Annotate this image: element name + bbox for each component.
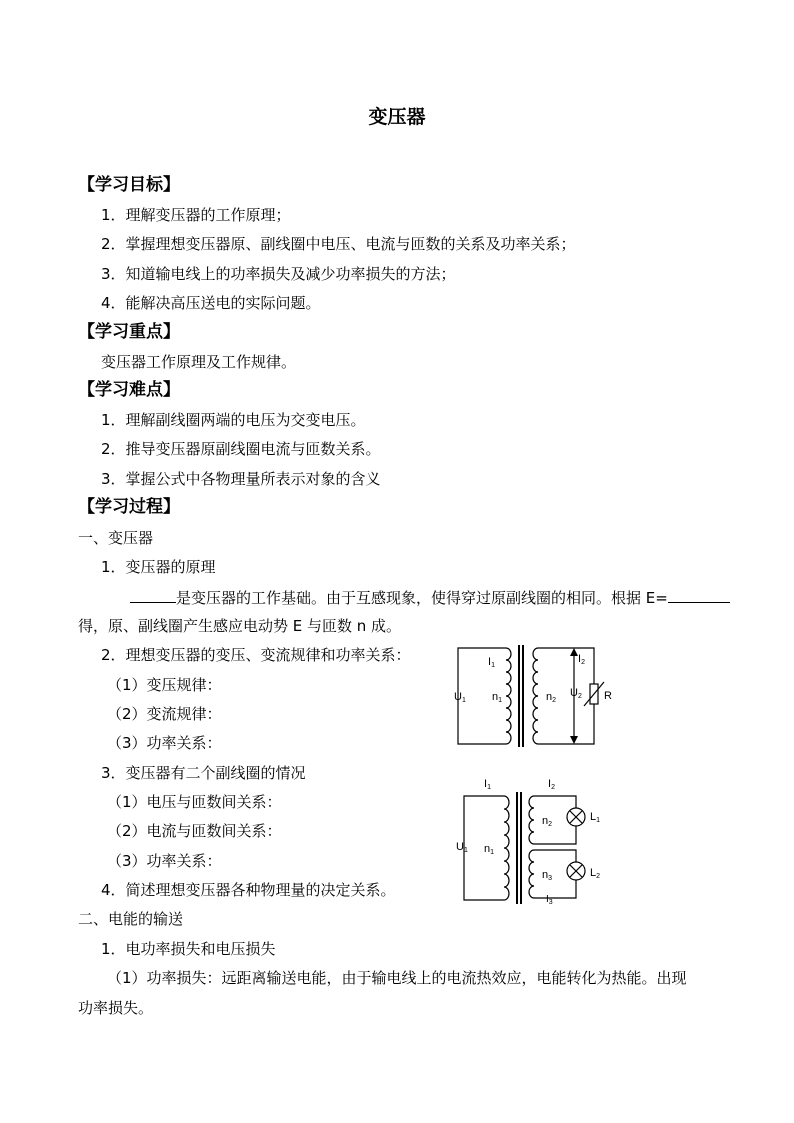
difficulty-item: 3．掌握公式中各物理量所表示对象的含义 xyxy=(101,470,381,488)
objective-item: 1．理解变压器的工作原理； xyxy=(101,206,291,224)
subsection-title: 4．简述理想变压器各种物理量的决定关系。 xyxy=(101,881,396,899)
objectives-heading: 【学习目标】 xyxy=(78,175,180,195)
fill-blank[interactable] xyxy=(130,586,176,603)
paragraph-line: （1）功率损失：远距离输送电能，由于输电线上的电流热效应，电能转化为热能。出现 xyxy=(107,969,687,987)
principle-text: 是变压器的工作基础。由于互感现象，使得穿过原副线圈的相同。根据 E= xyxy=(176,589,668,607)
label-R: R xyxy=(604,690,612,702)
page-title: 变压器 xyxy=(368,106,426,128)
rule-item: （1）变压规律： xyxy=(107,676,222,694)
paragraph-line: 功率损失。 xyxy=(78,999,154,1017)
objective-item: 4．能解决高压送电的实际问题。 xyxy=(101,294,321,312)
label-I1: I1 xyxy=(488,656,495,669)
subsection-title: 1．电功率损失和电压损失 xyxy=(101,940,276,958)
transformer-diagram-1 xyxy=(446,640,621,750)
label-U1: U1 xyxy=(454,691,466,704)
principle-line-1 xyxy=(130,586,730,608)
label-I2: I2 xyxy=(548,778,555,791)
label-L1: L1 xyxy=(590,811,601,824)
key-points-heading: 【学习重点】 xyxy=(78,322,180,342)
subsection-title: 2．理想变压器的变压、变流规律和功率关系： xyxy=(101,646,411,664)
rule-item: （2）电流与匝数间关系： xyxy=(107,822,282,840)
key-points-text: 变压器工作原理及工作规律。 xyxy=(101,353,297,371)
section-title: 二、电能的输送 xyxy=(78,910,184,928)
transformer-diagram-2 xyxy=(450,770,620,910)
objective-item: 3．知道输电线上的功率损失及减少功率损失的方法； xyxy=(101,265,456,283)
label-n1: n1 xyxy=(492,691,503,704)
label-I1: I1 xyxy=(484,778,491,791)
difficulties-heading: 【学习难点】 xyxy=(78,380,180,400)
label-n2: n2 xyxy=(542,815,553,828)
label-n1: n1 xyxy=(484,843,495,856)
subsection-title: 3．变压器有二个副线圈的情况 xyxy=(101,764,306,782)
label-U2: U2 xyxy=(570,687,582,700)
subsection-title: 1．变压器的原理 xyxy=(101,558,216,576)
label-L2: L2 xyxy=(590,867,601,880)
objective-item: 2．掌握理想变压器原、副线圈中电压、电流与匝数的关系及功率关系； xyxy=(101,235,576,253)
label-n3: n3 xyxy=(542,869,553,882)
label-I3: $I_3$ xyxy=(546,894,553,906)
rule-item: （3）功率关系： xyxy=(107,734,222,752)
process-heading: 【学习过程】 xyxy=(78,497,180,517)
label-n2: n2 xyxy=(546,691,557,704)
label-I2: I2 xyxy=(578,653,585,666)
label-U1: U1 xyxy=(456,841,468,854)
rule-item: （2）变流规律： xyxy=(107,705,222,723)
rule-item: （1）电压与匝数间关系： xyxy=(107,793,282,811)
fill-blank[interactable] xyxy=(668,586,730,603)
rule-item: （3）功率关系： xyxy=(107,852,222,870)
difficulty-item: 1．理解副线圈两端的电压为交变电压。 xyxy=(101,411,366,429)
principle-line-2: 得，原、副线圈产生感应电动势 E 与匝数 n 成。 xyxy=(78,617,402,635)
section-title: 一、变压器 xyxy=(78,529,154,547)
difficulty-item: 2．推导变压器原副线圈电流与匝数关系。 xyxy=(101,440,381,458)
